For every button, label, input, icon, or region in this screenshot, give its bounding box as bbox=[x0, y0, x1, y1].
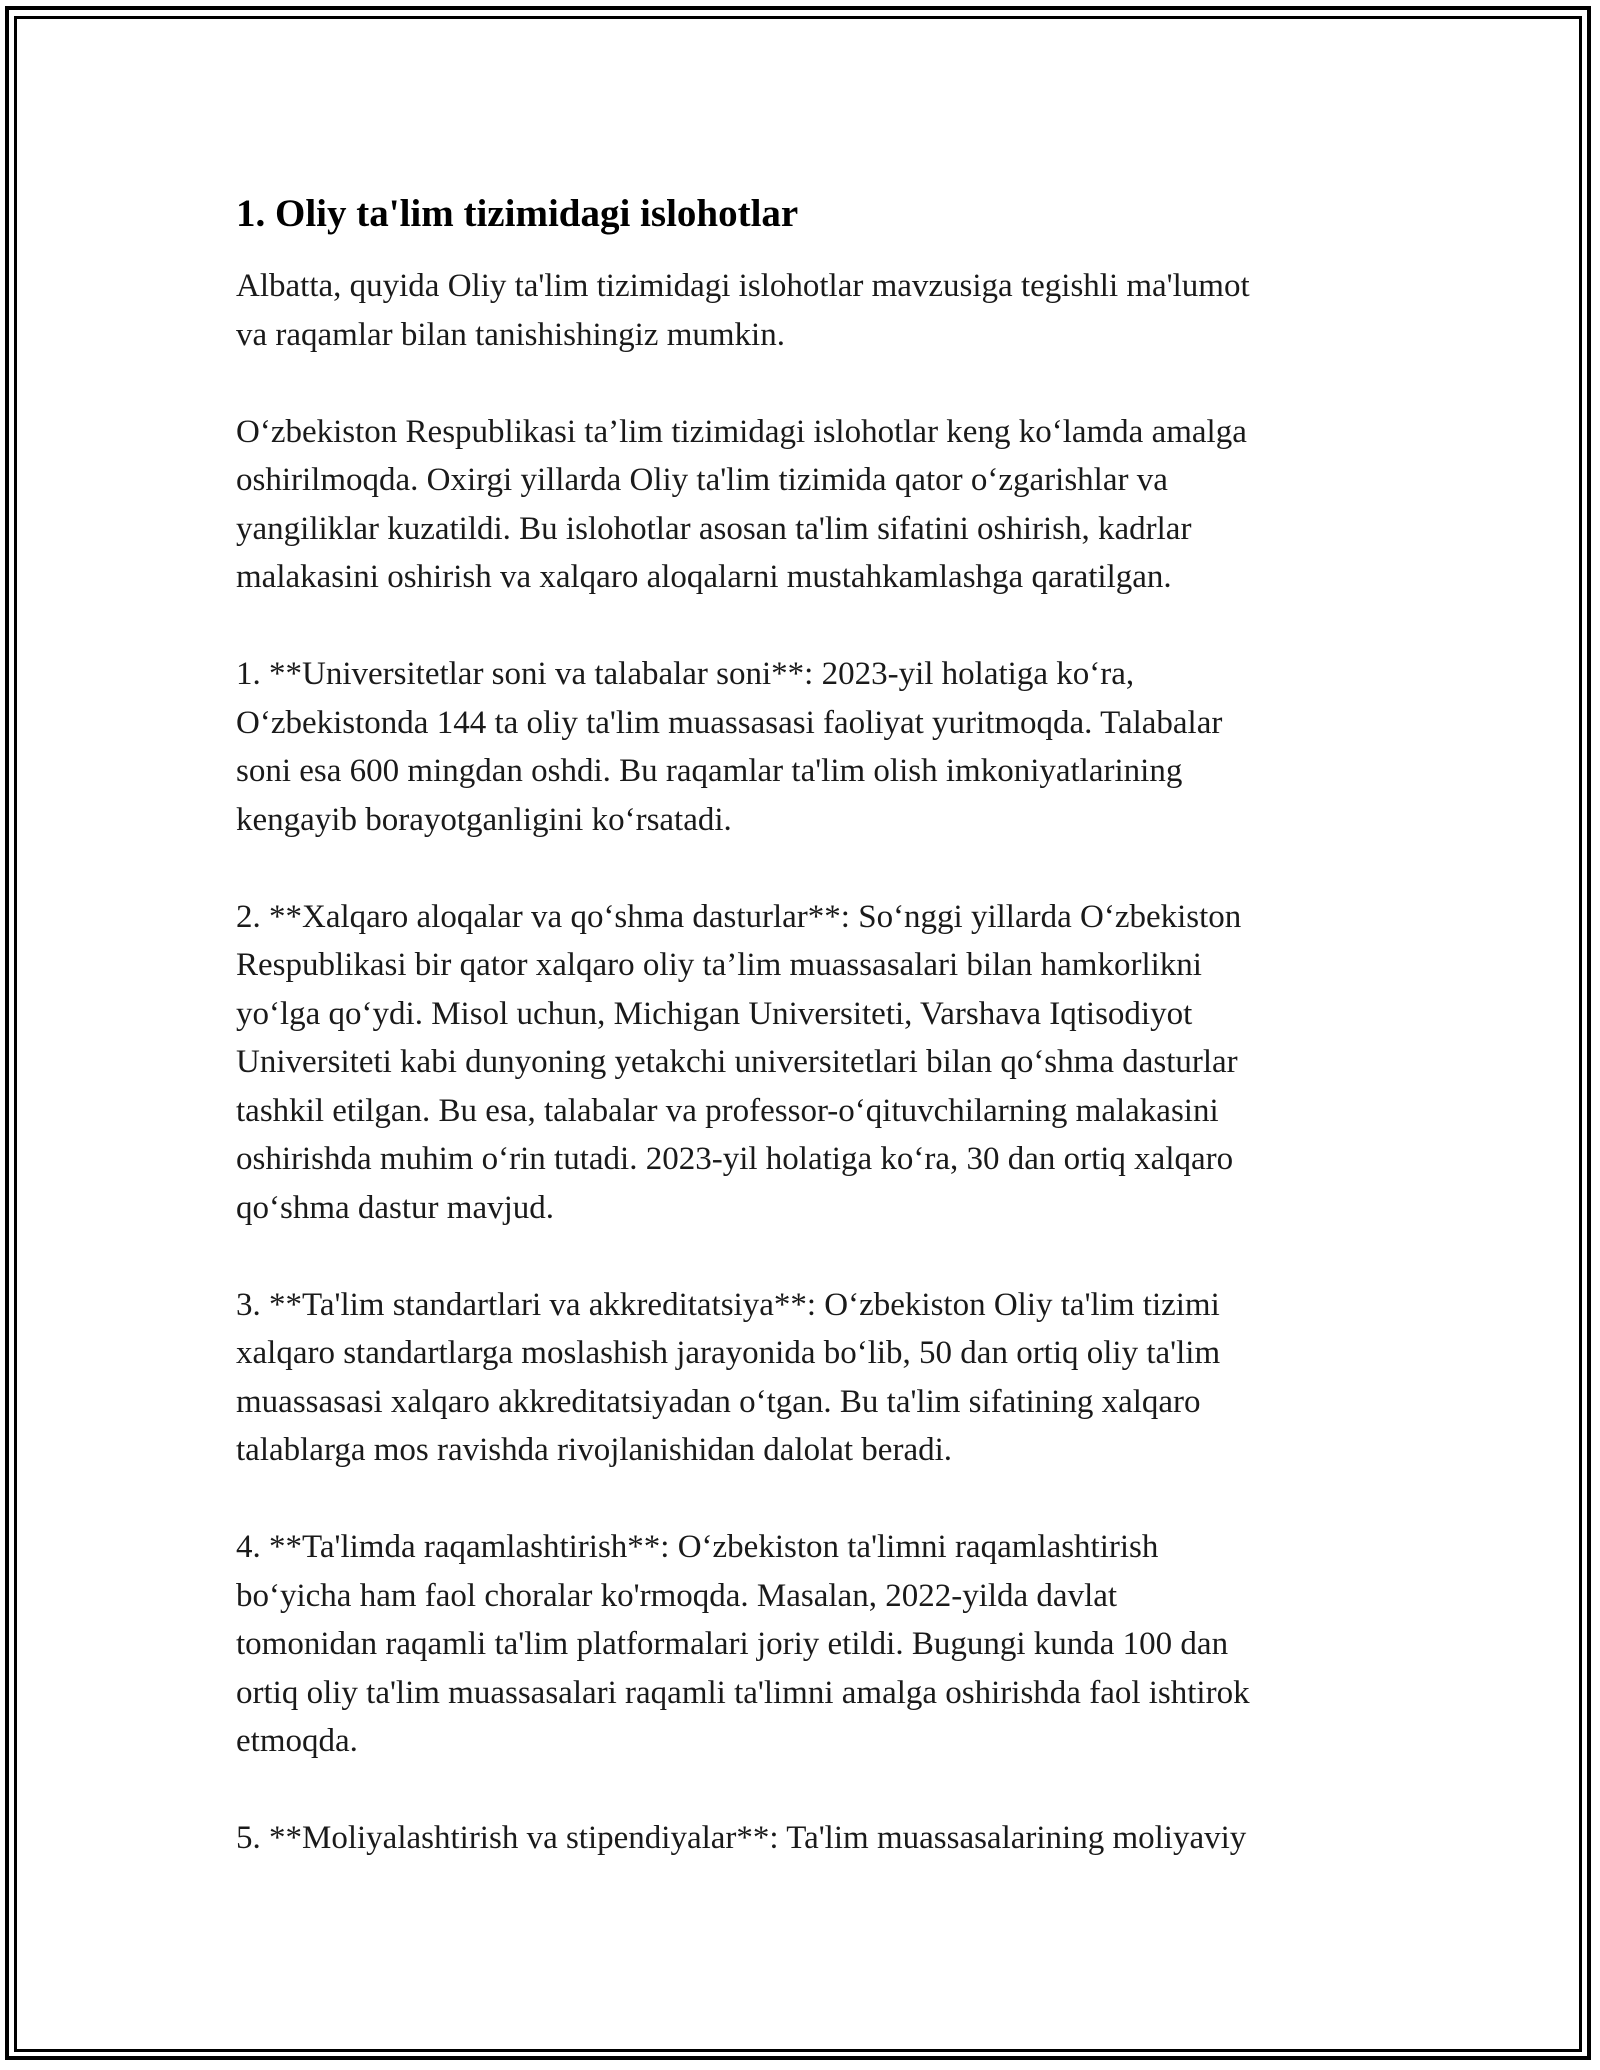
paragraph-overview: O‘zbekiston Respublikasi ta’lim tizimidagi islohotlar keng ko‘lamda amalga oshirilmoqda. Oxirgi yillarda Oliy ta'lim tizimida qator o‘zgarishlar va yangiliklar kuzatildi. Bu islohotlar asosan ta'lim sifatini oshirish, kadrlar malakasini oshirish va xalqaro aloqalarni mustahkamlashga qaratilgan. bbox=[236, 413, 1247, 595]
paragraph-item-3: 3. **Ta'lim standartlari va akkreditatsiya**: O‘zbekiston Oliy ta'lim tizimi xalqaro standartlarga moslashish jarayonida bo‘lib, 50 dan ortiq oliy ta'lim muassasasi xalqaro akkreditatsiyadan o‘tgan. Bu ta'lim sifatining xalqaro talablarga mos ravishda rivojlanishidan dalolat beradi. bbox=[236, 1286, 1221, 1468]
document-body bbox=[236, 186, 1386, 1863]
paragraph-item-1: 1. **Universitetlar soni va talabalar soni**: 2023-yil holatiga ko‘ra, O‘zbekistonda 144 ta oliy ta'lim muassasasi faoliyat yuritmoqda. Talabalar soni esa 600 mingdan oshdi. Bu raqamlar ta'lim olish imkoniyatlarining kengayib borayotganligini ko‘rsatadi. bbox=[236, 656, 1223, 838]
paragraph-item-4: 4. **Ta'limda raqamlashtirish**: O‘zbekiston ta'limni raqamlashtirish bo‘yicha ham faol choralar ko'rmoqda. Masalan, 2022-yilda davlat tomonidan raqamli ta'lim platformalari joriy etildi. Bugungi kunda 100 dan ortiq oliy ta'lim muassasalari raqamli ta'limni amalga oshirishda faol ishtirok etmoqda. bbox=[236, 1529, 1250, 1759]
document-title: 1. Oliy ta'lim tizimidagi islohotlar bbox=[236, 192, 799, 235]
paragraph-item-5: 5. **Moliyalashtirish va stipendiyalar**: Ta'lim muassasalarining moliyaviy bbox=[236, 1820, 1247, 1856]
paragraph-item-2: 2. **Xalqaro aloqalar va qo‘shma dasturlar**: So‘nggi yillarda O‘zbekiston Respublikasi bir qator xalqaro oliy ta’lim muassasalari bilan hamkorlikni yo‘lga qo‘ydi. Misol uchun, Michigan Universiteti, Varshava Iqtisodiyot Universiteti kabi dunyoning yetakchi universitetlari bilan qo‘shma dasturlar tashkil etilgan. Bu esa, talabalar va professor-o‘qituvchilarning malakasini oshirishda muhim o‘rin tutadi. 2023-yil holatiga ko‘ra, 30 dan ortiq xalqaro qo‘shma dastur mavjud. bbox=[236, 898, 1242, 1226]
paragraph-intro: Albatta, quyida Oliy ta'lim tizimidagi islohotlar mavzusiga tegishli ma'lumot va raqamlar bilan tanishishingiz mumkin. bbox=[236, 268, 1250, 353]
